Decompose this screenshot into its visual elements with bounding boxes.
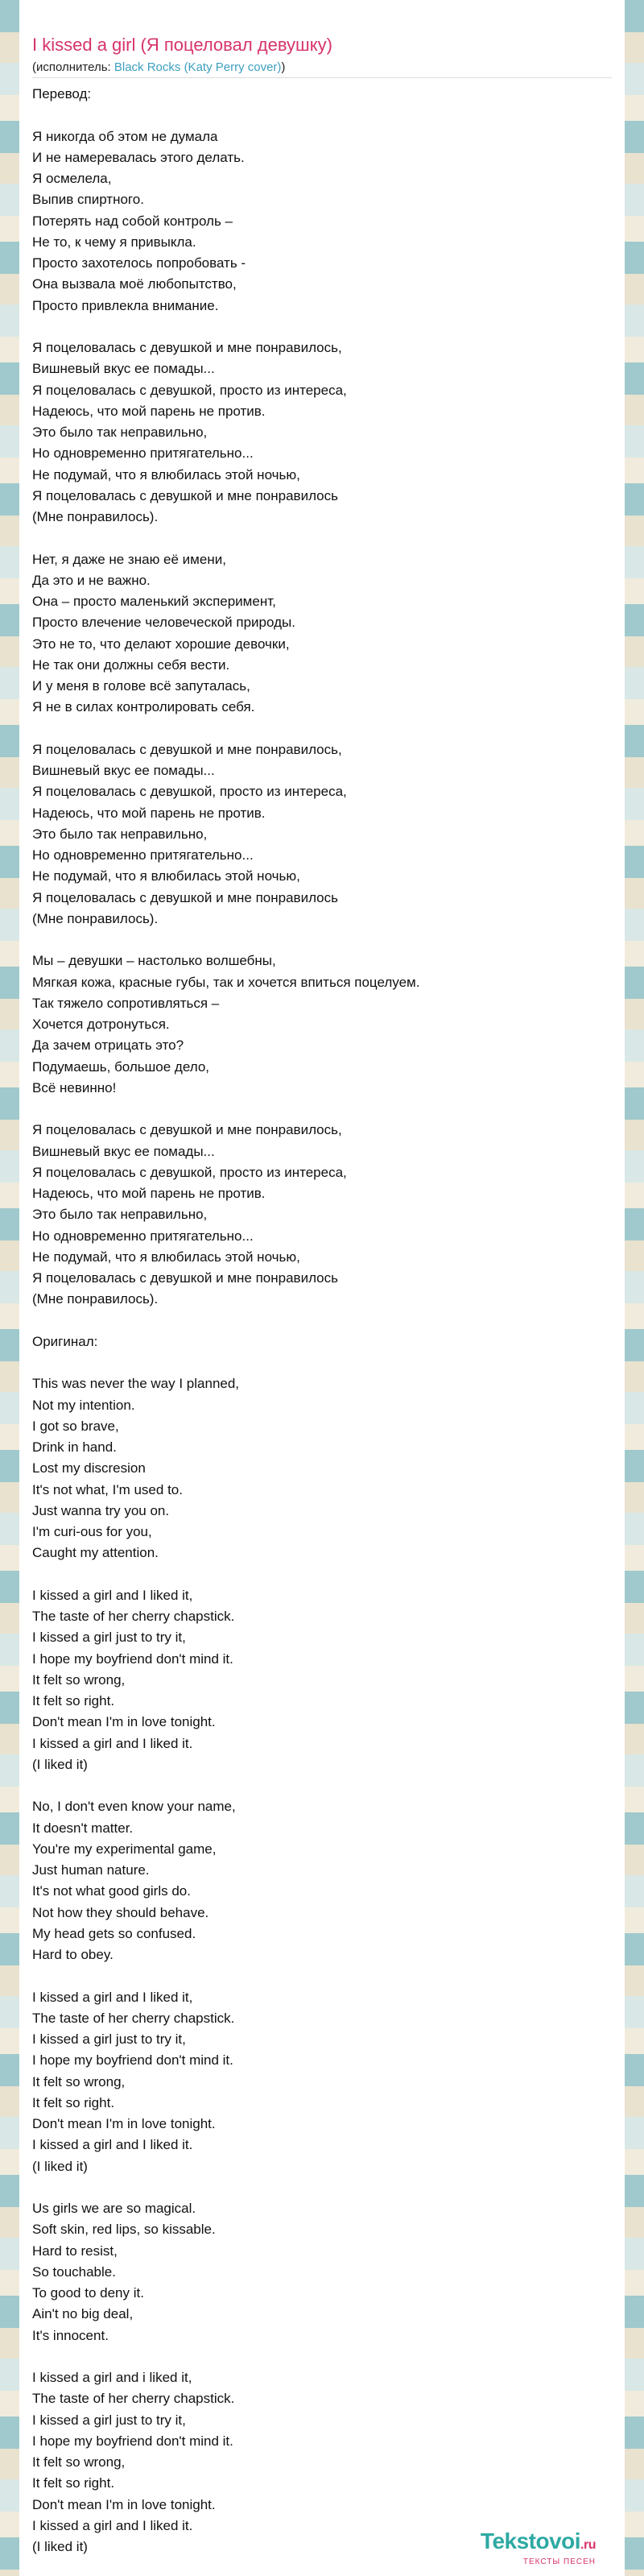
logo-tagline: ТЕКСТЫ ПЕСЕН <box>522 2557 596 2566</box>
lyrics-text: Перевод: Я никогда об этом не думала И не намеревалась этого делать. Я осмелела, Выпив спиртного. Потерять над собой контроль – Не то, к чему я привыкла. Просто захотелось попробовать - Она вызвала моё любопытство, Просто привлекла внимание. Я поцеловалась с девушкой и мне понравилось, Вишневый вкус ее помады... Я поцеловалась с девушкой, просто из интереса, Надеюсь, что мой парень не против. Это было так неправильно, Но одновременно притягательно... Не подумай, что я влюбилась этой ночью, Я поцеловалась с девушкой и мне понравилось (Мне понравилось). Нет, я даже не знаю её имени, Да это и не важно. Она – просто маленький эксперимент, Просто влечение человеческой природы. Это не то, что делают хорошие девочки, Не так они должны себя вести. И у меня в голове всё запуталась, Я не в силах контролировать себя. Я поцеловалась с девушкой и мне понравилось, Вишневый вкус ее помады... Я поцеловалась с девушкой, просто из интереса, Надеюсь, что мой парень не против. Это было так неправильно, Но одновременно притягательно... Не подумай, что я влюбилась этой ночью, Я поцеловалась с девушкой и мне понравилось (Мне понравилось). Мы – девушки – настолько волшебны, Мягкая кожа, красные губы, так и хочется впиться поцелуем. Так тяжело сопротивляться – Хочется дотронуться. Да зачем отрицать это? Подумаешь, большое дело, Всё невинно! Я поцеловалась с девушкой и мне понравилось, Вишневый вкус ее помады... Я поцеловалась с девушкой, просто из интереса, Надеюсь, что мой парень не против. Это было так неправильно, Но одновременно притягательно... Не подумай, что я влюбилась этой ночью, Я поцеловалась с девушкой и мне понравилось (Мне понравилось). Оригинал: This was never the way I planned, Not my intention. I got so brave, Drink in hand. Lost my discresion It's not what, I'm used to. Just wanna try you on. I'm curi-ous for you, Caught my attention. I kissed a girl and I liked it, The taste of her cherry chapstick. I kissed a girl just to try it, I hope my boyfriend don't mind it. It felt so wrong, It felt so right. Don't mean I'm in love tonight. I kissed a girl and I liked it. (I liked it) No, I don't even know your name, It doesn't matter. You're my experimental game, Just human nature. It's not what good girls do. Not how they should behave. My head gets so confused. Hard to obey. I kissed a girl and I liked it, The taste of her cherry chapstick. I kissed a girl just to try it, I hope my boyfriend don't mind it. It felt so wrong, It felt so right. Don't mean I'm in love tonight. I kissed a girl and I liked it. (I liked it) Us girls we are so magical. Soft skin, red lips, so kissable. Hard to resist, So touchable. To good to deny it. Ain't no big deal, It's innocent. I kissed a girl and i liked it, The taste of her cherry chapstick. I kissed a girl just to try it, I hope my boyfriend don't mind it. It felt so wrong, It felt so right. Don't mean I'm in love tonight. I kissed a girl and I liked it. (I liked it) <box>32 86 420 2554</box>
performer-line <box>32 60 285 76</box>
divider <box>32 77 612 78</box>
performer-close: ) <box>281 60 286 74</box>
song-title: I kissed a girl (Я поцеловал девушку) <box>32 35 332 55</box>
lyrics-page <box>19 0 625 2576</box>
decorative-stripes-right <box>625 0 644 2576</box>
performer-label: (исполнитель: <box>32 60 114 74</box>
site-logo[interactable] <box>481 2529 596 2567</box>
logo-main-text: Tekstovoi <box>480 2528 581 2553</box>
decorative-stripes-left <box>0 0 19 2576</box>
logo-wordmark <box>481 2529 596 2557</box>
performer-link[interactable]: Black Rocks (Katy Perry cover) <box>114 60 282 74</box>
logo-tld: .ru <box>580 2538 596 2552</box>
